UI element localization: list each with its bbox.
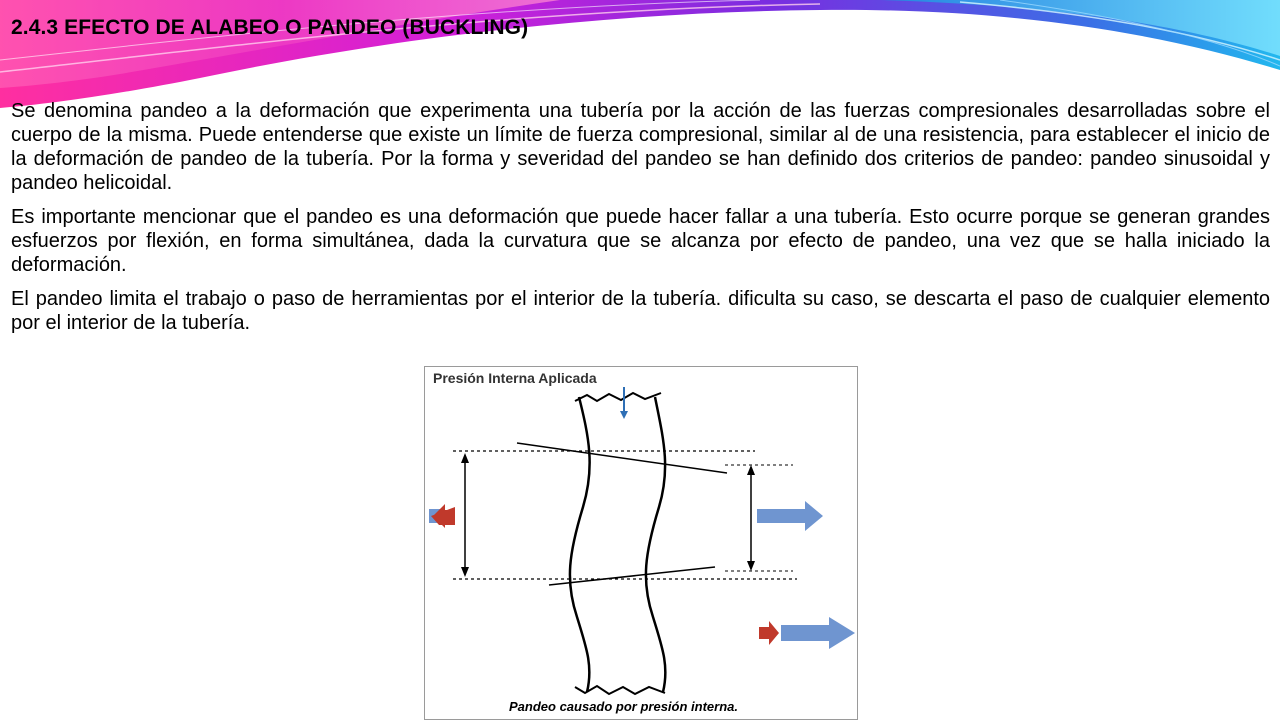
small-down-arrow-head	[620, 411, 628, 419]
paragraph-tools: El pandeo limita el trabajo o paso de herramientas por el interior de la tubería. dificulta su caso, se descarta el paso de cualquier elemento por el interior de la tubería.	[11, 288, 1270, 334]
buckling-diagram	[425, 367, 858, 720]
paragraph-failure: Es importante mencionar que el pandeo es una deformación que puede hacer fallar a una tubería. Esto ocurre porque se generan grandes esfuerzos por flexión, en forma simultánea, dada la curvatura que se alcanza por efecto de pandeo, una vez que se halla iniciado la deformación.	[11, 206, 1270, 276]
right-span-arrow-top	[747, 465, 755, 475]
buckling-figure	[424, 366, 858, 720]
right-blue-arrow-middle	[757, 501, 823, 531]
paragraph-definition: Se denomina pandeo a la deformación que experimenta una tubería por la acción de las fuerzas compresionales desarrolladas sobre el cuerpo de la misma. Puede entenderse que existe un límite de fuerza compresional, similar al de una resistencia, para establecer el inicio de la deformación de pandeo de la tubería. Por la forma y severidad del pandeo se han definido dos criterios de pandeo: pandeo sinusoidal y pandeo helicoidal.	[11, 100, 1270, 194]
figure-top-label: Presión Interna Aplicada	[433, 370, 597, 386]
slide-title: 2.4.3 EFECTO DE ALABEO O PANDEO (BUCKLING)	[11, 16, 529, 39]
figure-caption: Pandeo causado por presión interna.	[509, 699, 738, 714]
upper-diagonal-slash	[517, 443, 727, 473]
top-break-line	[575, 393, 661, 401]
left-span-arrow-bottom	[461, 567, 469, 577]
slide-body	[11, 99, 1270, 345]
right-span-arrow-bottom	[747, 561, 755, 571]
pipe-left-wall	[570, 397, 590, 692]
bottom-blue-arrow	[781, 617, 855, 649]
left-span-arrow-top	[461, 453, 469, 463]
pipe-right-wall	[646, 397, 665, 692]
lower-diagonal-slash	[549, 567, 715, 585]
bottom-red-arrow	[759, 621, 779, 645]
